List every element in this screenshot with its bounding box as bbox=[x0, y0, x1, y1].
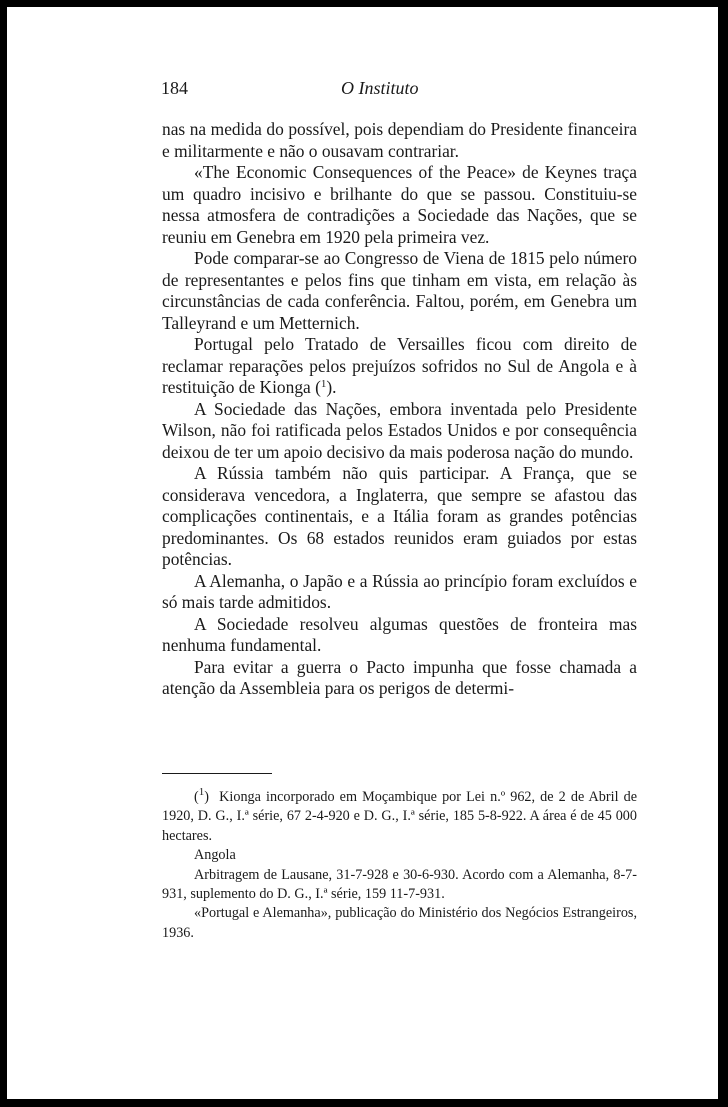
footnote-text: «Portugal e Alemanha», publicação do Ministério dos Negócios Estrangeiros, 1936. bbox=[162, 905, 637, 941]
footnote bbox=[162, 846, 637, 865]
footnote-marker: 1 bbox=[198, 786, 205, 798]
paragraph bbox=[162, 248, 637, 334]
paragraph-text: Para evitar a guerra o Pacto impunha que fosse chamada a atenção da Assembleia para os perigos de determi- bbox=[162, 656, 637, 698]
paragraph bbox=[162, 657, 637, 700]
footnote bbox=[162, 866, 637, 905]
paragraph-text: nas na medida do possível, pois dependiam do Presidente financeira e militarmente e não o ousavam contrariar. bbox=[162, 119, 637, 161]
paragraph bbox=[162, 334, 637, 399]
paragraph bbox=[162, 162, 637, 248]
footnote: ($^1$) Kionga incorporado em Moçambique por Lei n.º 962, de 2 de Abril de 1920, D. G., I.ª série, 67 2-4-920 e D. G., I.ª série, 185 5-8-922. A área é de 45 000 hectares. bbox=[162, 786, 637, 844]
footnotes bbox=[162, 788, 637, 943]
footnote-text: Angola bbox=[194, 847, 236, 864]
paragraph bbox=[162, 463, 637, 571]
footnote-divider bbox=[162, 773, 272, 774]
footnote bbox=[162, 904, 637, 943]
paragraph bbox=[162, 614, 637, 657]
paragraph bbox=[162, 399, 637, 464]
paragraph-text: A Sociedade das Nações, embora inventada pelo Presidente Wilson, não foi ratificada pelos Estados Unidos e por consequência deixou de ter um apoio decisivo da mais poderosa nação do mundo. bbox=[162, 398, 637, 462]
paragraph-text: «The Economic Consequences of the Peace» de Keynes traça um quadro incisivo e brilhante do que se passou. Constituiu-se nessa atmosfera de contradições a Sociedade das Nações, que se reuniu em Genebra em 1920 pela primeira vez. bbox=[162, 162, 637, 247]
page-header bbox=[161, 78, 637, 104]
footnote-reference: 1 bbox=[320, 378, 327, 390]
paragraph bbox=[162, 571, 637, 614]
paragraph-text-end: ). bbox=[326, 377, 337, 397]
paragraph-text: Pode comparar-se ao Congresso de Viena de 1815 pelo número de representantes e pelos fins que tinham em vista, em relação às circunstâncias de cada conferência. Faltou, porém, em Genebra um Talleyrand e um Metternich. bbox=[162, 248, 637, 333]
running-head: O Instituto bbox=[341, 78, 419, 98]
paragraph-text: A Sociedade resolveu algumas questões de fronteira mas nenhuma fundamental. bbox=[162, 613, 637, 655]
paragraph-text: A Alemanha, o Japão e a Rússia ao princípio foram excluídos e só mais tarde admitidos. bbox=[162, 570, 637, 612]
page-number: 184 bbox=[161, 78, 188, 98]
footnote-text: Kionga incorporado em Moçambique por Lei n.º 962, de 2 de Abril de 1920, D. G., I.ª série, 67 2-4-920 e D. G., I.ª série, 185 5-8-922. A área é de 45 000 hectares. bbox=[162, 789, 637, 844]
paragraph-text: A Rússia também não quis participar. A França, que se considerava vencedora, a Inglaterra, que sempre se afastou das complicações continentais, e a Itália foram as grandes potências predominantes. Os 68 estados reunidos eram guiados por estas potências. bbox=[162, 463, 637, 569]
book-page bbox=[7, 7, 718, 1099]
paragraph bbox=[162, 119, 637, 162]
paragraph-text: Portugal pelo Tratado de Versailles ficou com direito de reclamar reparações pelos prejuízos sofridos no Sul de Angola e à restituição de Kionga ( bbox=[162, 334, 637, 397]
body-text bbox=[162, 119, 637, 700]
footnote-text: Arbitragem de Lausane, 31-7-928 e 30-6-930. Acordo com a Alemanha, 8-7-931, suplemento do D. G., I.ª série, 159 11-7-931. bbox=[162, 866, 637, 903]
